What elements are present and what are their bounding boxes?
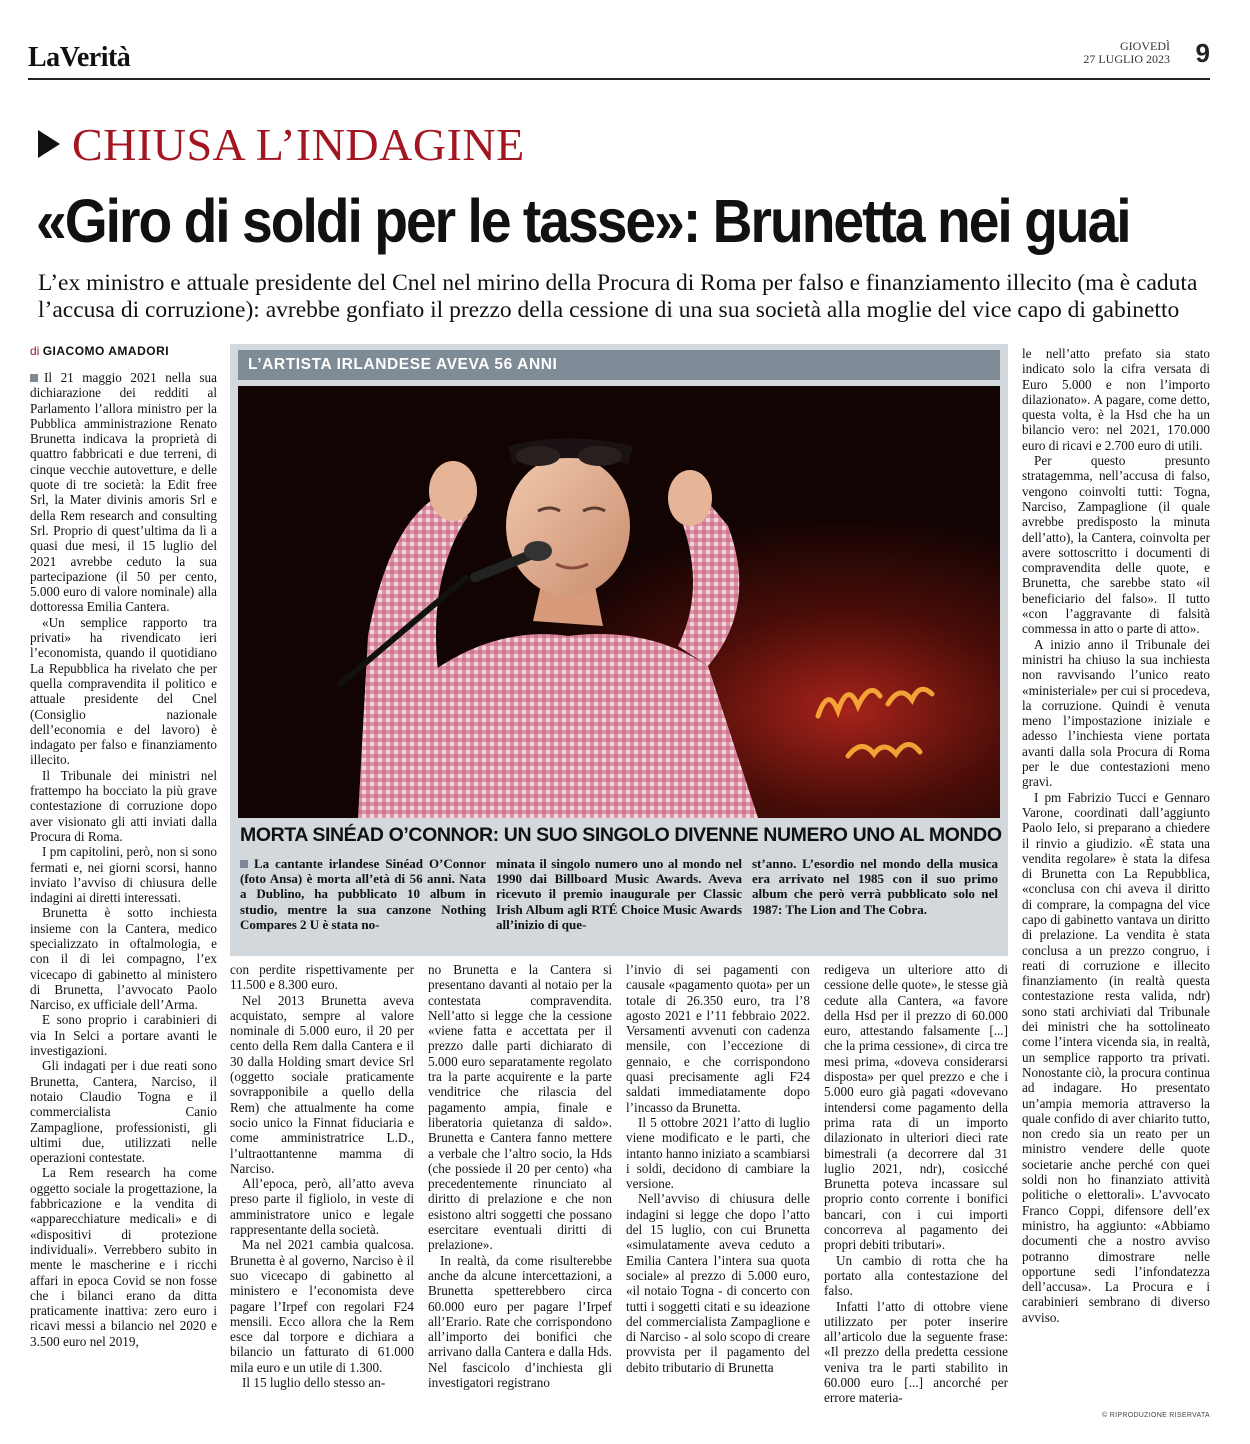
subheadline: L’ex ministro e attuale presidente del Cnel nel mirino della Procura di Roma per falso e finanziamento illecito (ma è caduta l’accusa di corruzione): avrebbe gonfiato il prezzo della cessione di una sua società alla moglie del vice capo di gabinetto	[38, 270, 1198, 323]
paragraph: All’epoca, però, all’atto aveva preso parte il figliolo, in veste di amministratore unico e legale rappresentante della società.	[230, 1176, 414, 1238]
paragraph: Per questo presunto stratagemma, nell’accusa di falso, vengono coinvolti tutti: Togna, Narciso, Zampaglione (il quale avrebbe predisposto la minuta dell’atto), la Cantera, coinvolta per avere sottoscritto i documenti di compravendita delle quote, e Brunetta, che sarebbe stato «il beneficiario del falso». Il tutto «con l’aggravante di falsità commessa in atto o parte di atto».	[1022, 453, 1210, 637]
kicker-text: CHIUSA L’INDAGINE	[72, 118, 525, 170]
paragraph: A inizio anno il Tribunale dei ministri ha chiuso la sua inchiesta non ravvisando l’unico reato «ministeriale» per cui si procedeva, la corruzione. Quindi è venuta meno l’impostazione iniziale e adesso l’inchiesta viene portata avanti dalla sola Procura di Roma per le due contestazioni meno gravi.	[1022, 636, 1210, 790]
paragraph: con perdite rispettivamente per 11.500 e 8.300 euro.	[230, 962, 414, 993]
paragraph: l’invio di sei pagamenti con causale «pagamento quota» per un totale di 26.350 euro, tra l’8 agosto 2021 e l’11 febbraio 2022. Versamenti avvenuti con cadenza mensile, con l’eccezione di gennaio, e che corrispondono quasi precisamente agli F24 saldati immediatamente dopo l’incasso da Brunetta.	[626, 962, 810, 1115]
photo-caption-col-2: minata il singolo numero uno al mondo nel 1990 dai Billboard Music Awards. Aveva ricevuto il premio inaugurale per Classic Irish Album agli RTÉ Choice Music Awards all’inizio di que-	[496, 856, 742, 932]
article-column-2	[230, 962, 414, 1416]
paragraph: no Brunetta e la Cantera si presentano davanti al notaio per la contestata compravendita. Nell’atto si legge che la cessione «viene fatta e accettata per il prezzo dalle parti dichiarato di 5.000 euro separatamente regolato tra la parte acquirente e la parte venditrice che rilascia del pagamento ampia, finale e liberatoria quietanza di saldo». Brunetta e Cantera fanno mettere a verbale che l’altro socio, la Hds (che possiede il 20 per cento) «ha precedentemente rinunciato al diritto di prelazione e che non esistono altri soggetti che possano esercitare eventuali diritti di prelazione».	[428, 962, 612, 1253]
photo-label: L’ARTISTA IRLANDESE AVEVA 56 ANNI	[238, 350, 1000, 380]
paragraph: Infatti l’atto di ottobre viene utilizzato per poter inserire all’articolo due la seguente frase: «Il prezzo della predetta cessione veniva tra le parti stabilito in 60.000 euro [...] ancorché per errore materia-	[824, 1298, 1008, 1406]
paragraph: Brunetta è sotto inchiesta insieme con la Cantera, medico specializzato in oftalmologia, e con il di lei compagno, l’ex vicecapo di gabinetto al ministero di Brunetta, l’avvocato Paolo Narciso, ex ufficiale dell’Arma.	[30, 905, 217, 1013]
masthead	[28, 38, 1210, 80]
bullet-square-icon	[240, 860, 248, 868]
author-name: GIACOMO AMADORI	[42, 344, 170, 358]
photo-caption-col-1: La cantante irlandese Sinéad O’Connor (foto Ansa) è morta all’età di 56 anni. Nata a Dublino, ha pubblicato 10 album in studio, mentre la sua canzone Nothing Compares 2 U è stata no-	[240, 856, 486, 932]
byline	[30, 344, 169, 358]
paragraph: Il Tribunale dei ministri nel frattempo ha bocciato la più grave contestazione di corruzione dopo aver visionato gli atti inviati dalla Procura di Roma.	[30, 767, 217, 844]
paragraph: le nell’atto prefato sia stato indicato solo la cifra versata di Euro 5.000 e non l’importo dilazionato». A pagare, come detto, questa volta, è la Hsd che ha un bilancio vero: nel 2021, 170.000 euro di ricavi e 2.700 euro di utili.	[1022, 346, 1210, 453]
paragraph: «Un semplice rapporto tra privati» ha rivendicato ieri l’economista, quando il quotidiano La Repubblica ha rivelato che per quella compravendita il politico e attuale presidente del Cnel (Consiglio nazionale dell’economia e del lavoro) è indagato per falso e finanziamento illecito.	[30, 614, 217, 768]
article-column-1	[30, 370, 217, 1416]
paragraph: La Rem research ha come oggetto sociale la progettazione, la fabbricazione e la vendita di «apparecchiature medicali» e di «dispositivi di protezione individuali». Verrebbero subito in mente le mascherine e i ricchi affari in epoca Covid se non fosse che i bilanci erano da ditta praticamente inattiva: zero euro i ricavi messi a bilancio nel 2020 e 3.500 euro nel 2019,	[30, 1165, 217, 1349]
article-column-3	[428, 962, 612, 1416]
paragraph: Ma nel 2021 cambia qualcosa. Brunetta è al governo, Narciso è il suo vicecapo di gabinetto al ministero e l’economista deve pagare l’Irpef con regolari F24 mensili. Ecco allora che la Rem esce dal torpore e dichiara a bilancio un fatturato di 61.000 mila euro e un utile di 1.300.	[230, 1237, 414, 1375]
paragraph: Il 21 maggio 2021 nella sua dichiarazione dei redditi al Parlamento l’allora ministro per la Pubblica amministrazione Renato Brunetta indicava la proprietà di quattro fabbricati e due terreni, di cinque vecchie autovetture, e delle quote di tre società: la Edit free Srl, la Mater divinis amoris Srl e della Rem research and consulting Srl. Proprio di quest’ultima da lì a quasi due mesi, il 15 luglio del 2021 avrebbe ceduto la sua partecipazione (il 50 per cento, 5.000 euro di valore nominale) alla dottoressa Emilia Cantera.	[30, 370, 217, 615]
paragraph: In realtà, da come risulterebbe anche da alcune intercettazioni, a Brunetta spetterebbero circa 60.000 euro per pagare l’Irpef all’Erario. Rate che corrispondono all’importo dei bonifici che arrivano dalla Cantera e dalla Hds. Nel fascicolo d’inchiesta gli investigatori registrano	[428, 1252, 612, 1391]
photo-caption-title: MORTA SINÉAD O’CONNOR: UN SUO SINGOLO DIVENNE NUMERO UNO AL MONDO	[240, 824, 1002, 846]
photo-caption-col-3: st’anno. L’esordio nel mondo della musica era arrivato nel 1985 con il suo primo album che però verrà pubblicato solo nel 1987: The Lion and The Cobra.	[752, 856, 998, 917]
paragraph: Il 15 luglio dello stesso an-	[242, 1375, 386, 1391]
page-number: 9	[1195, 38, 1210, 68]
issue-day: GIOVEDÌ	[1120, 39, 1170, 53]
copyright-notice: © RIPRODUZIONE RISERVATA	[1102, 1412, 1210, 1419]
paragraph: Nel 2013 Brunetta aveva acquistato, sempre al valore nominale di 5.000 euro, il 20 per cento della Rem dalla Cantera e il 30 dalla Holding smart device Srl (oggetto sociale praticamente sovrapponibile a quello della Rem) che attualmente ha come socio unico la Finnat fiduciaria e come amministratrice L.D., l’ultraottantenne mamma di Narciso.	[230, 992, 414, 1176]
section-kicker	[38, 118, 525, 170]
paragraph: E sono proprio i carabinieri di via In Selci a portare avanti le investigazioni.	[30, 1012, 217, 1059]
issue-date-text: 27 LUGLIO 2023	[1083, 52, 1170, 66]
article-column-6	[1022, 346, 1210, 1410]
photo-box	[230, 344, 1008, 956]
paragraph: Nell’avviso di chiusura delle indagini si legge che dopo l’atto del 15 luglio, con cui Brunetta «simulatamente aveva ceduto a Emilia Cantera l’intera sua quota sociale» al prezzo di 5.000 euro, «il notaio Togna - di concerto con tutti i soggetti citati e su ideazione del commercialista Zampaglione e di Narciso - al solo scopo di creare provvista per il pagamento del debito tributario di Brunetta	[626, 1191, 810, 1375]
photo-sinead-oconnor[interactable]	[238, 386, 1000, 818]
triangle-arrow-icon	[38, 130, 60, 158]
concert-photo-illustration	[238, 386, 1000, 818]
headline: «Giro di soldi per le tasse»: Brunetta nei guai	[36, 187, 1130, 255]
paragraph: redigeva un ulteriore atto di cessione delle quote», le stesse già cedute alla Cantera, «a favore della Hsd per il prezzo di 60.000 euro, attestando falsamente [...] che la prima cessione», di circa tre mesi prima, «doveva considerarsi disposta» per quel prezzo e che i 5.000 euro già pagati «dovevano intendersi come pagamento della prima rata di un importo dilazionato in ulteriori dieci rate bimestrali (a decorrere dal 31 luglio 2021, ndr), cosicché Brunetta poteva incassare sul proprio conto corrente i bonifici bancari, con i cui importi concorreva al pagamento dei propri debiti tributari».	[824, 962, 1008, 1253]
newspaper-logo[interactable]	[28, 42, 130, 74]
paragraph: Un cambio di rotta che ha portato alla contestazione del falso.	[824, 1252, 1008, 1299]
article-column-4	[626, 962, 810, 1416]
paragraph: Gli indagati per i due reati sono Brunetta, Cantera, Narciso, il notaio Claudio Togna e il commercialista Canio Zampaglione, professionisti, gli ultimi due, utilizzati nelle operazioni contestate.	[30, 1058, 217, 1166]
issue-date	[1083, 40, 1170, 66]
paragraph: I pm capitolini, però, non si sono fermati e, nei giorni scorsi, hanno inviato l’avviso di chiusura delle indagini ai diretti interessati.	[30, 844, 217, 906]
bullet-square-icon	[30, 374, 38, 382]
paragraph: Il 5 ottobre 2021 l’atto di luglio viene modificato e le parti, che intanto hanno iniziato a scambiarsi i soldi, decidono di cambiare la versione.	[626, 1114, 810, 1192]
logo-la: La	[28, 42, 60, 73]
byline-prefix: di	[30, 344, 40, 358]
paragraph: I pm Fabrizio Tucci e Gennaro Varone, coordinati dall’aggiunto Paolo Ielo, si preparano a chiedere il rinvio a giudizio. «È stata una vendita regolare» è stata la difesa di Brunetta con La Repubblica, «conclusa con chi aveva il diritto di comprare, la compagna del vice capo di gabinetto vantava un diritto di prelazione. La vendita è stata conclusa a un prezzo congruo, i reati di corruzione e illecito finanziamento (in realtà questa contestazione resta valida, ndr) sono stati archiviati dal Tribunale dei ministri che ha sottolineato come l’intera vicenda sia, in realtà, un semplice rapporto tra privati. Nonostante ciò, la procura continua ad indagare. Ho presentato un’ampia memoria attraverso la quale confido di aver chiarito tutto, non credo sia un reato per un ministro vendere delle quote societarie anche perché con quei soldi non ho finanziato attività politiche o elettorali». L’avvocato Franco Coppi, difensore dell’ex ministro, ha aggiunto: «Abbiamo documenti che a nostro avviso potranno dimostrare nelle opportune sedi l’infondatezza dell’accusa». La Procura e i carabinieri sembrano di diverso avviso.	[1022, 789, 1210, 1325]
article-column-5	[824, 962, 1008, 1416]
logo-verita: Verità	[59, 42, 131, 73]
